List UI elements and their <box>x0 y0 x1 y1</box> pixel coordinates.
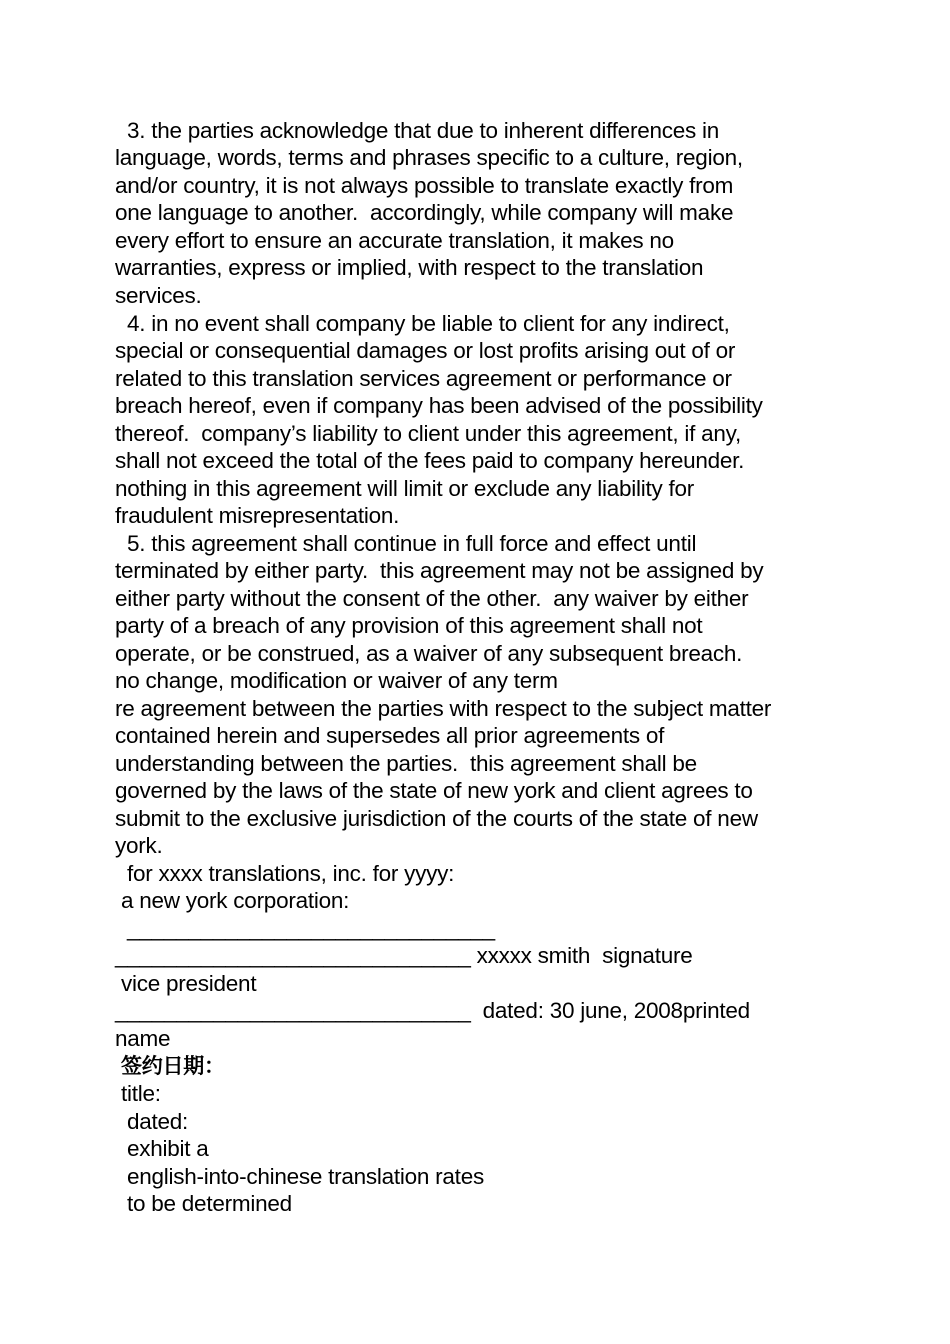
signature-line: a new york corporation: <box>115 888 350 913</box>
paragraph-5-line: re agreement between the parties with respect to the subject matter <box>115 696 772 721</box>
exhibit-title: english-into-chinese translation rates <box>115 1164 484 1189</box>
paragraph-5-line: either party without the consent of the other. any waiver by either <box>115 586 749 611</box>
paragraph-5-line: contained herein and supersedes all prior agreements of <box>115 723 665 748</box>
signature-line: for xxxx translations, inc. for yyyy: <box>115 861 455 886</box>
signature-rule: ______________________________ <box>115 916 495 941</box>
paragraph-3-line: and/or country, it is not always possible to translate exactly from <box>115 173 734 198</box>
paragraph-4-line: nothing in this agreement will limit or exclude any liability for <box>115 476 695 501</box>
paragraph-3-line: 3. the parties acknowledge that due to inherent differences in <box>115 118 719 143</box>
paragraph-4-line: fraudulent misrepresentation. <box>115 503 400 528</box>
paragraph-5-line: submit to the exclusive jurisdiction of the courts of the state of new <box>115 806 758 831</box>
signature-line: vice president <box>115 971 257 996</box>
paragraph-3-line: one language to another. accordingly, while company will make <box>115 200 734 225</box>
paragraph-3-line: services. <box>115 283 202 308</box>
paragraph-4-line: special or consequential damages or lost profits arising out of or <box>115 338 736 363</box>
exhibit-heading: exhibit a <box>115 1136 209 1161</box>
paragraph-5-line: no change, modification or waiver of any term <box>115 668 558 693</box>
paragraph-4-line: breach hereof, even if company has been advised of the possibility <box>115 393 763 418</box>
paragraph-4-line: shall not exceed the total of the fees paid to company hereunder. <box>115 448 745 473</box>
signature-line: _____________________________ dated: 30 june, 2008printed <box>115 998 750 1023</box>
signature-line: name <box>115 1026 171 1051</box>
exhibit-note: to be determined <box>115 1191 292 1216</box>
paragraph-3-line: every effort to ensure an accurate translation, it makes no <box>115 228 674 253</box>
signature-line: _____________________________ xxxxx smith signature <box>115 943 693 968</box>
signature-line: title: <box>115 1081 161 1106</box>
paragraph-5-line: operate, or be construed, as a waiver of any subsequent breach. <box>115 641 743 666</box>
paragraph-5-line: understanding between the parties. this agreement shall be <box>115 751 697 776</box>
paragraph-5-line: york. <box>115 833 163 858</box>
paragraph-3-line: warranties, express or implied, with respect to the translation <box>115 255 704 280</box>
paragraph-3-line: language, words, terms and phrases specific to a culture, region, <box>115 145 743 170</box>
paragraph-5-line: governed by the laws of the state of new york and client agrees to <box>115 778 753 803</box>
paragraph-5-line: 5. this agreement shall continue in full force and effect until <box>115 531 697 556</box>
paragraph-5-line: party of a breach of any provision of this agreement shall not <box>115 613 703 638</box>
paragraph-4-line: thereof. company’s liability to client under this agreement, if any, <box>115 421 741 446</box>
paragraph-4-line: 4. in no event shall company be liable to client for any indirect, <box>115 311 730 336</box>
paragraph-5-line: terminated by either party. this agreement may not be assigned by <box>115 558 764 583</box>
signing-date-label: 签约日期： <box>121 1054 225 1078</box>
paragraph-4-line: related to this translation services agreement or performance or <box>115 366 732 391</box>
signature-line: dated: <box>115 1109 189 1134</box>
